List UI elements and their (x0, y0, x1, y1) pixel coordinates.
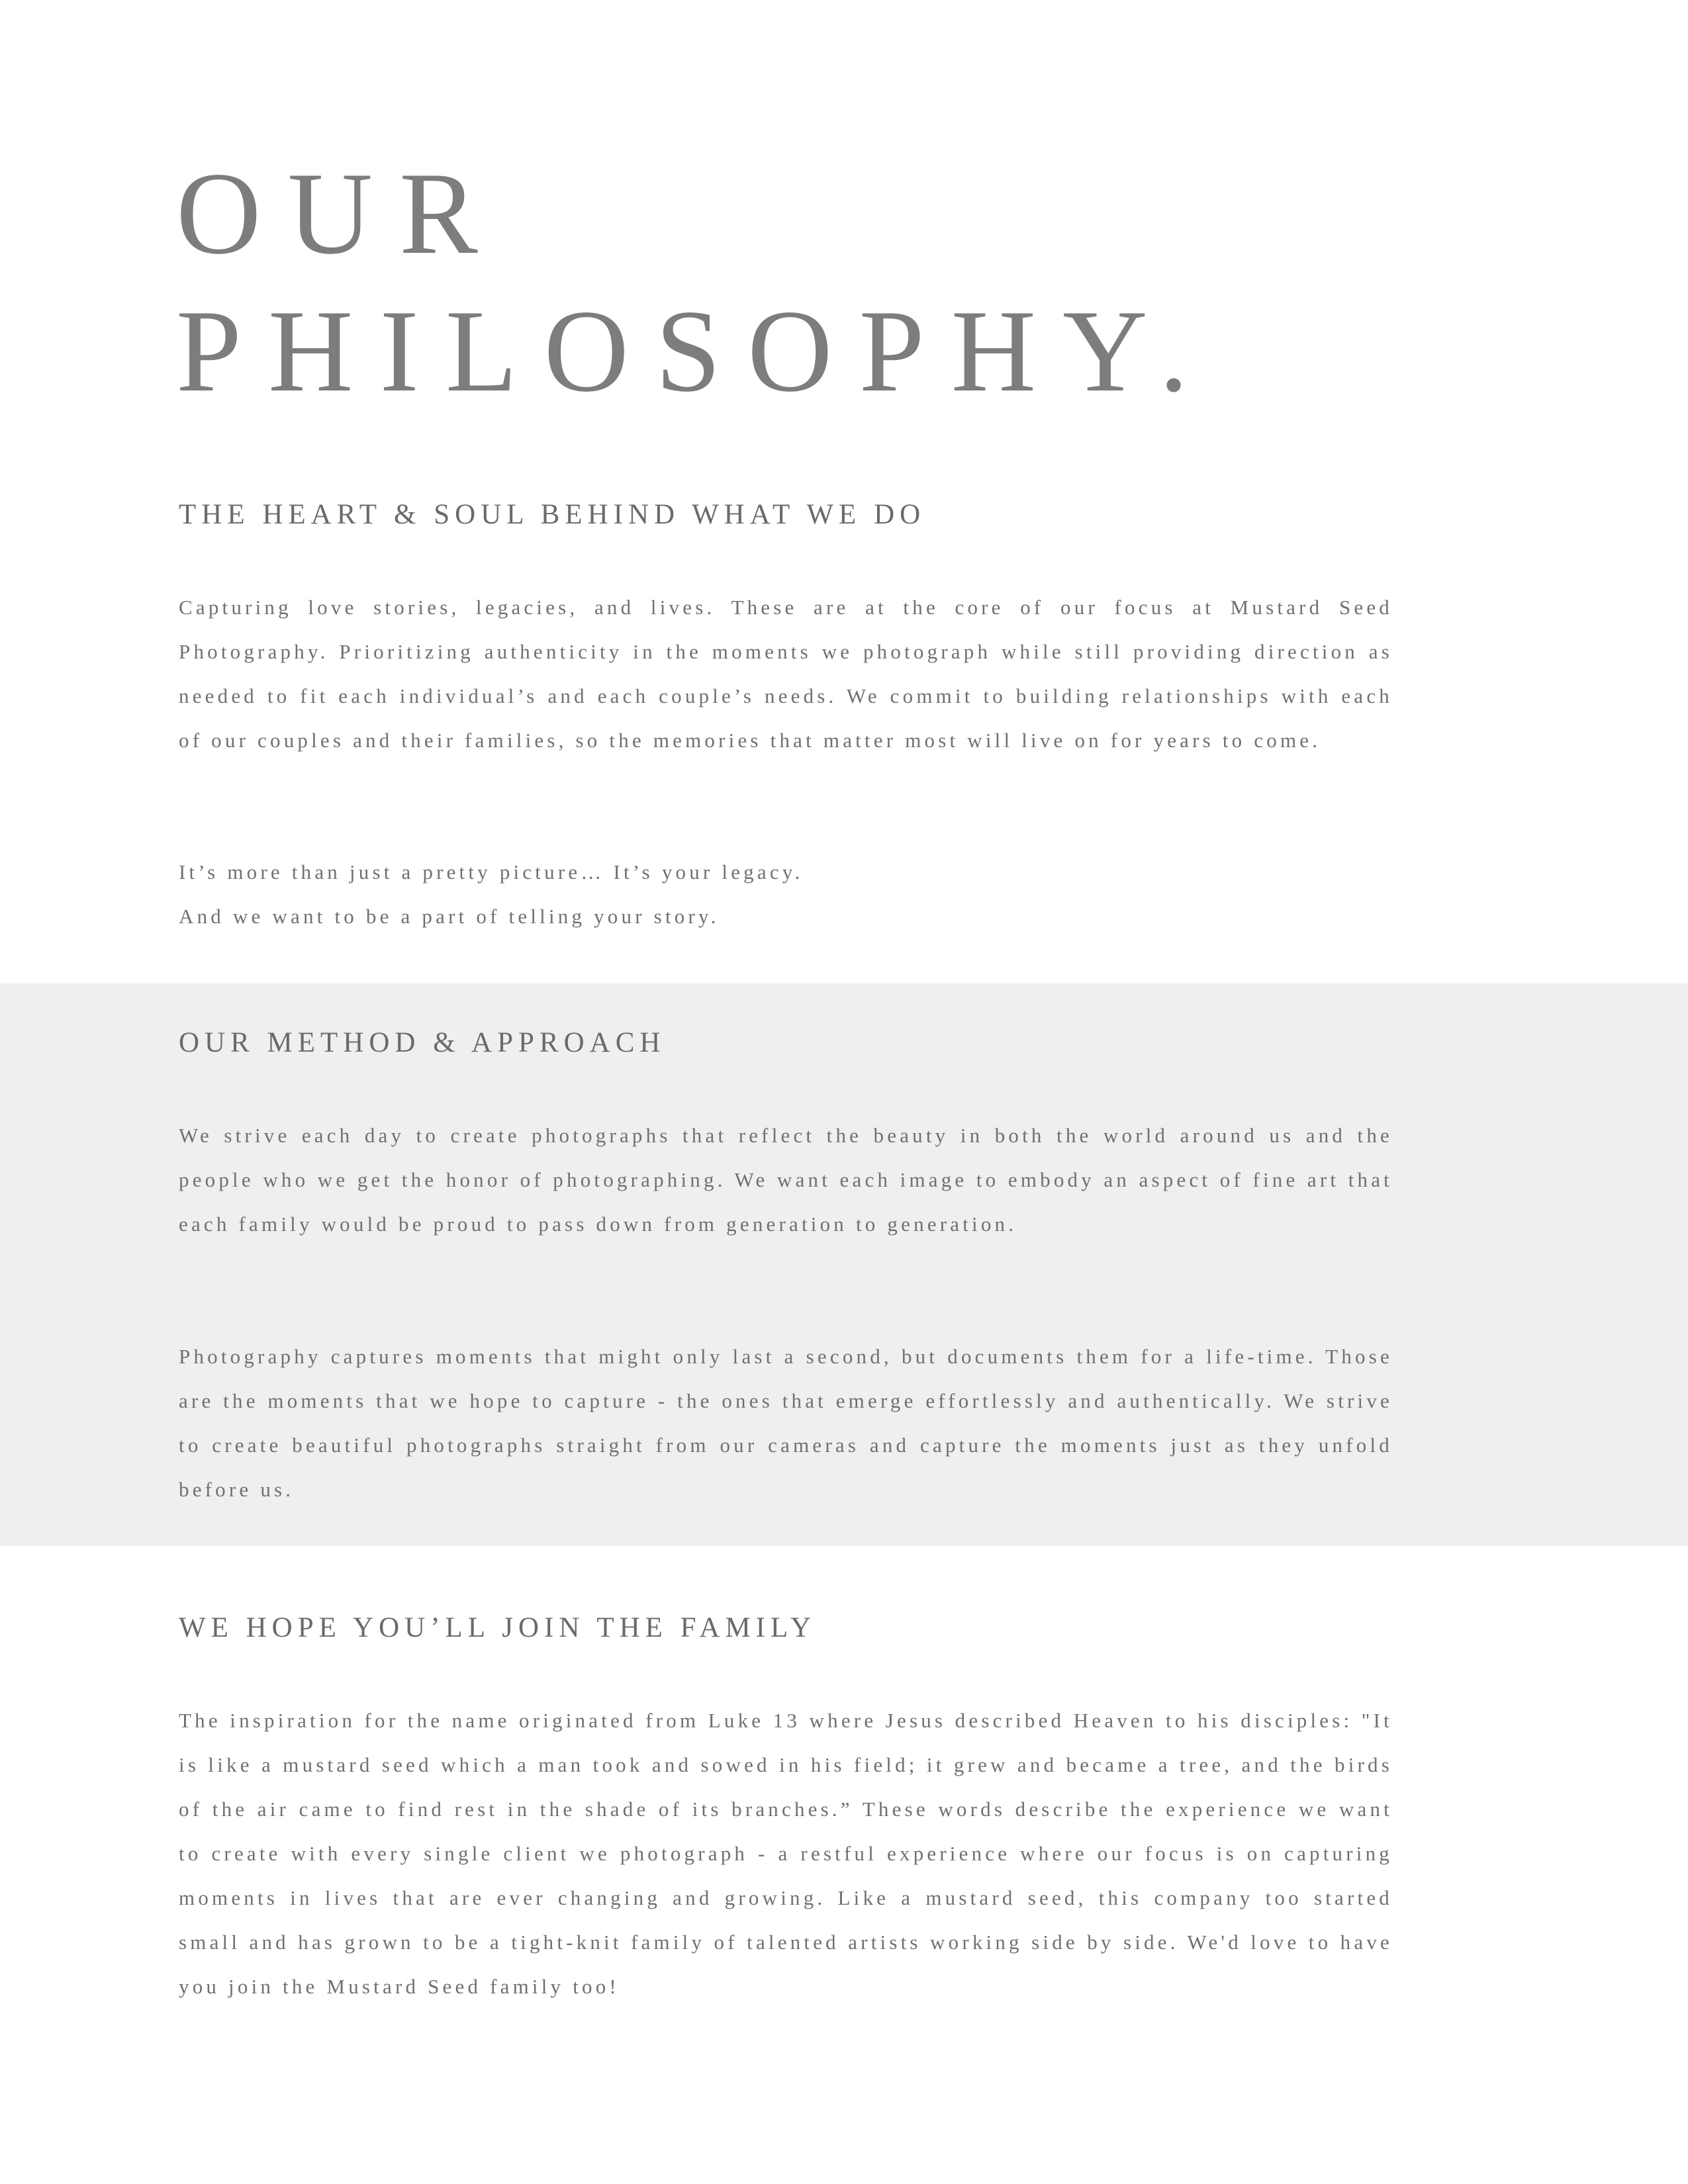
section-paragraph: Photography captures moments that might only last a second, but documents them for a life-time. Those are the moments that we hope to capture - the ones that emerge effortlessly and authentically. We strive to create beautiful photographs straight from our cameras and capture the moments just as they unfold before us. (179, 1345, 1393, 1501)
section-paragraph: The inspiration for the name originated from Luke 13 where Jesus described Heaven to his disciples: "It is like a mustard seed which a man took and sowed in his field; it grew and became a tree, and the birds of the air came to find rest in the shade of its branches.” These words describe the experience we want to create with every single client we photograph - a restful experience where our focus is on capturing moments in lives that are ever changing and growing. Like a mustard seed, this company too started small and has grown to be a tight-knit family of talented artists working side by side. We'd love to have you join the Mustard Seed family too! (179, 1709, 1393, 1998)
section-heading: WE HOPE YOU’LL JOIN THE FAMILY (179, 1612, 817, 1643)
method-approach-section (179, 1024, 1393, 1501)
section-paragraph: Capturing love stories, legacies, and lives. These are at the core of our focus at Mustard Seed Photography. Prioritizing authenticity in the moments we photograph while still providing direction as needed to fit each individual’s and each couple’s needs. We commit to building relationships with each of our couples and their families, so the memories that matter most will live on for years to come. (179, 596, 1393, 752)
page-title (176, 144, 1215, 420)
closing-line: It’s more than just a pretty picture… It’s your legacy. (179, 860, 804, 884)
section-heading: OUR METHOD & APPROACH (179, 1027, 666, 1058)
section-paragraph: We strive each day to create photographs that reflect the beauty in both the world around us and the people who we get the honor of photographing. We want each image to embody an aspect of fine art that each family would be proud to pass down from generation to generation. (179, 1124, 1393, 1236)
page-title-line-2: PHILOSOPHY. (176, 285, 1215, 416)
page-title-line-1: OUR (176, 148, 504, 279)
heart-and-soul-section (179, 496, 1393, 928)
closing-line: And we want to be a part of telling your story. (179, 905, 720, 928)
section-heading: THE HEART & SOUL BEHIND WHAT WE DO (179, 499, 926, 530)
join-family-section (179, 1610, 1393, 1998)
